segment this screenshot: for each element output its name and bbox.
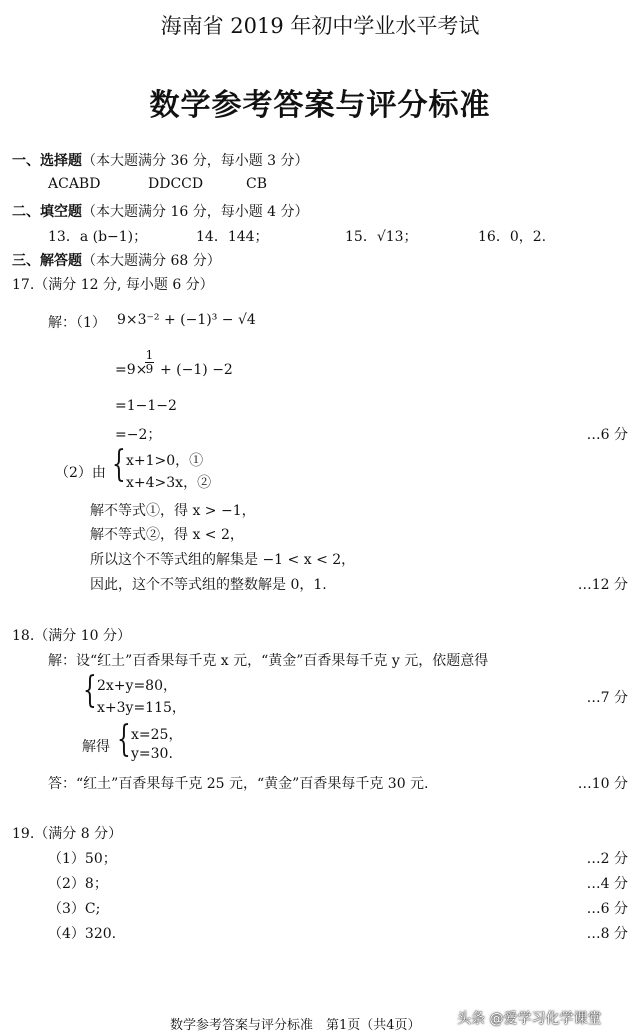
document-title: 数学参考答案与评分标准 (149, 88, 491, 123)
fraction-denominator: 9 (145, 362, 154, 376)
exam-title: 海南省 2019 年初中学业水平考试 (160, 14, 480, 38)
q17-inequality-1: x+1>0，① (126, 453, 204, 469)
q19-score-2: …4 分 (586, 876, 628, 892)
q17-score-1: …6 分 (586, 427, 628, 443)
q18-solution-brace: { (117, 719, 131, 760)
section-choice-note: （本大题满分 36 分，每小题 3 分） (82, 153, 309, 169)
q18-equation-1: 2x+y=80， (97, 678, 177, 694)
q19-answer-2: （2）8； (48, 876, 108, 892)
choice-answers-3: CB (246, 176, 267, 192)
q17-step3: =−2； (115, 427, 162, 443)
section-fill-heading: 二、填空题 (12, 204, 82, 220)
q17-step1-suffix: + (−1) −2 (160, 362, 233, 378)
q19-score-4: …8 分 (586, 926, 628, 942)
q18-setup: 解：设“红土”百香果每千克 x 元，“黄金”百香果每千克 y 元，依题意得 (48, 653, 489, 669)
answer-13: 13．a (b−1)； (48, 229, 148, 245)
q18-solution-y: y=30. (131, 746, 173, 762)
q18-solution-x: x=25， (131, 727, 183, 743)
q18-system-brace: { (83, 670, 97, 711)
q17-solve-line-4: 因此，这个不等式组的整数解是 0，1. (90, 577, 327, 593)
section-solve (12, 250, 221, 270)
section-fill (12, 201, 309, 221)
q18-answer: 答：“红土”百香果每千克 25 元，“黄金”百香果每千克 30 元. (48, 776, 429, 792)
section-solve-heading: 三、解答题 (12, 253, 82, 269)
section-choice-heading: 一、选择题 (12, 153, 82, 169)
answer-16: 16．0，2. (478, 229, 547, 245)
q17-part1-expression: 9×3⁻² + (−1)³ − √4 (117, 312, 256, 328)
choice-answers-1: ACABD (48, 176, 101, 192)
section-fill-note: （本大题满分 16 分，每小题 4 分） (82, 204, 309, 220)
q17-title: 17.（满分 12 分, 每小题 6 分） (12, 277, 214, 293)
q18-score-2: …10 分 (577, 776, 628, 792)
q17-step1-prefix: =9× (115, 362, 148, 378)
q17-fraction (145, 349, 154, 376)
q18-title: 18.（满分 10 分） (12, 628, 131, 644)
q17-score-2: …12 分 (577, 577, 628, 593)
q17-solve-line-3: 所以这个不等式组的解集是 −1 < x < 2， (90, 552, 356, 568)
section-choice (12, 150, 309, 170)
answer-15: 15．√13； (345, 229, 418, 245)
q19-title: 19.（满分 8 分） (12, 826, 123, 842)
q18-score-1: …7 分 (586, 690, 628, 706)
q19-answer-4: （4）320. (48, 926, 117, 942)
q17-solve-line-2: 解不等式②，得 x < 2， (90, 527, 244, 543)
q17-part2-label: （2）由 (55, 465, 106, 481)
answer-14: 14．144； (196, 229, 269, 245)
q17-inequality-2: x+4>3x，② (126, 475, 212, 491)
q17-part1-label: 解：（1） (48, 315, 106, 331)
choice-answers-2: DDCCD (148, 176, 204, 192)
q17-solve-line-1: 解不等式①，得 x > −1， (90, 503, 256, 519)
q19-answer-3: （3）C; (48, 901, 101, 917)
q18-equation-2: x+3y=115， (97, 700, 186, 716)
q17-system-brace: { (112, 444, 126, 485)
q18-solve-label: 解得 (82, 739, 110, 755)
fraction-numerator: 1 (145, 348, 154, 362)
page-footer: 数学参考答案与评分标准 第1页（共4页） (170, 1018, 421, 1033)
watermark: 头条 @爱学习化学课堂 (457, 1011, 602, 1027)
q19-score-1: …2 分 (586, 851, 628, 867)
q19-answer-1: （1）50； (48, 851, 117, 867)
section-solve-note: （本大题满分 68 分） (82, 253, 221, 269)
q17-step2: =1−1−2 (115, 398, 177, 414)
q19-score-3: …6 分 (586, 901, 628, 917)
